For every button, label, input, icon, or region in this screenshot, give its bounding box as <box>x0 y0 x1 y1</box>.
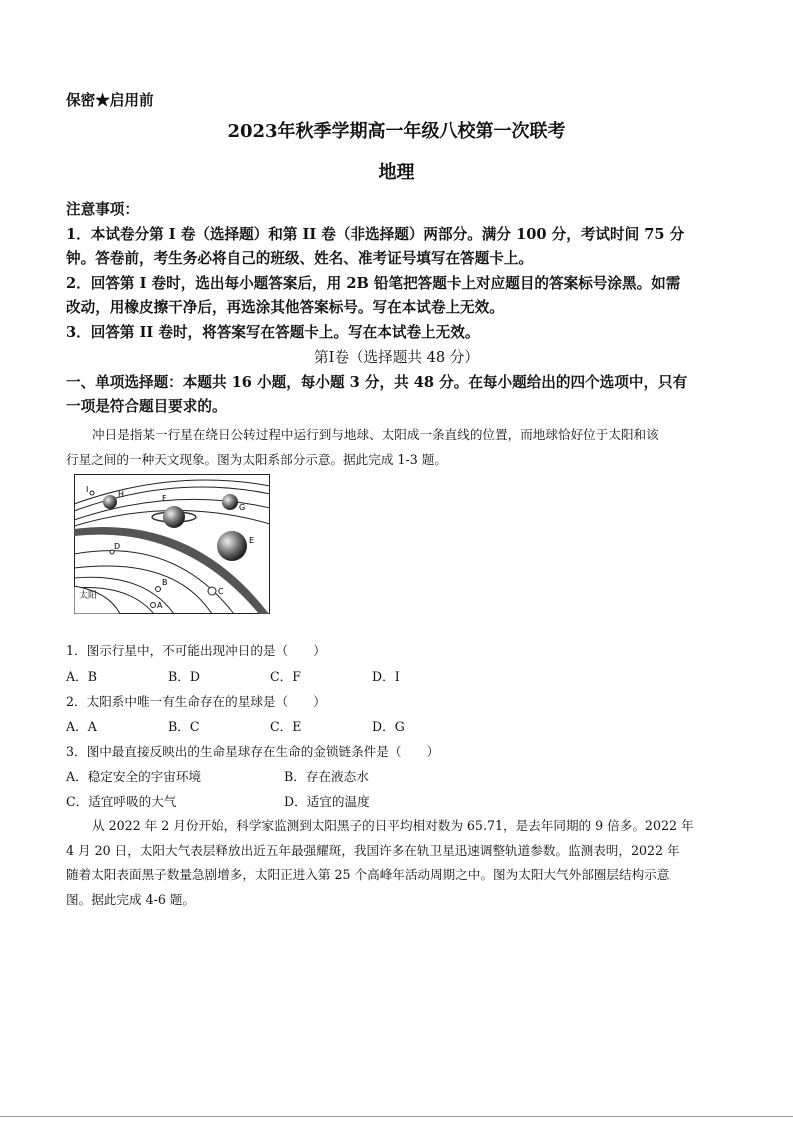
passage2-line4: 图。据此完成 4-6 题。 <box>66 892 196 907</box>
question-2-option-c: C．E <box>270 719 302 734</box>
notice-item-2-line2: 改动，用橡皮擦干净后，再选涂其他答案标号。写在本试卷上无效。 <box>66 299 504 316</box>
section1-instruction-line1: 一、单项选择题：本题共 16 小题，每小题 3 分，共 48 分。在每小题给出的四个选项中，只有 <box>66 374 688 391</box>
question-1-option-d: D．I <box>372 669 400 684</box>
notice-item-2-line1: 2．回答第 I 卷时，选出每小题答案后，用 2B 铅笔把答题卡上对应题目的答案标号涂黑。如需 <box>66 275 681 292</box>
question-3-stem: 3．图中最直接反映出的生命星球存在生命的金锁链条件是（ ） <box>66 744 440 759</box>
question-3-option-d: D．适宜的温度 <box>284 794 370 809</box>
question-3-option-b: B．存在液态水 <box>284 769 369 784</box>
question-2-stem: 2．太阳系中唯一有生命存在的星球是（ ） <box>66 694 326 709</box>
planet-label-b: B <box>162 578 168 587</box>
planet-i <box>90 491 94 495</box>
passage2-line1: 从 2022 年 2 月份开始，科学家监测到太阳黑子的日平均相对数为 65.71，是去年同期的 9 倍多。2022 年 <box>92 818 694 833</box>
question-1-option-b: B．D <box>168 669 200 684</box>
notice-item-1-line2: 钟。答卷前，考生务必将自己的班级、姓名、准考证号填写在答题卡上。 <box>66 250 534 267</box>
planet-label-i: I <box>86 485 89 494</box>
subject-title: 地理 <box>378 162 415 183</box>
notice-item-3: 3．回答第 II 卷时，将答案写在答题卡上。写在本试卷上无效。 <box>66 324 480 341</box>
planet-label-d: D <box>114 542 121 551</box>
question-1-option-a: A．B <box>66 669 97 684</box>
question-2-option-a: A．A <box>66 719 97 734</box>
passage2-line2: 4 月 20 日，太阳大气表层释放出近五年最强耀斑，我国许多在轨卫星迅速调整轨道参数。监测表明，2022 年 <box>66 843 680 858</box>
planet-label-e: E <box>249 536 255 545</box>
planet-g <box>222 494 238 510</box>
planet-label-g: G <box>239 503 246 512</box>
notice-item-1-line1: 1．本试卷分第 I 卷（选择题）和第 II 卷（非选择题）两部分。满分 100 分，考试时间 75 分 <box>66 226 685 243</box>
planet-c <box>208 587 216 595</box>
question-2-option-d: D．G <box>372 719 405 734</box>
question-1-option-c: C．F <box>270 669 301 684</box>
planet-a <box>151 603 156 608</box>
planet-e <box>217 531 247 561</box>
question-1-stem: 1．图示行星中，不可能出现冲日的是（ ） <box>66 643 326 658</box>
question-3-option-a: A．稳定安全的宇宙环境 <box>66 769 202 784</box>
planet-label-a: A <box>157 601 163 610</box>
sun-label: 太阳 <box>79 591 98 601</box>
planet-label-f: F <box>162 494 167 503</box>
exam-title: 2023年秋季学期高一年级八校第一次联考 <box>227 121 566 142</box>
planet-b <box>156 587 161 592</box>
notice-heading: 注意事项： <box>66 201 139 218</box>
section1-instruction-line2: 一项是符合题目要求的。 <box>66 398 227 415</box>
section1-title: 第Ⅰ卷（选择题共 48 分） <box>314 349 479 366</box>
planet-h <box>103 495 117 509</box>
planet-label-c: C <box>218 587 224 596</box>
secret-mark: 保密★启用前 <box>66 92 154 109</box>
planet-label-h: H <box>118 490 125 499</box>
solar-system-figure <box>74 474 270 614</box>
passage2-line3: 随着太阳表面黑子数量急剧增多，太阳正进入第 25 个高峰年活动周期之中。图为太阳大气外部圈层结构示意 <box>66 867 670 882</box>
passage1-line2: 行星之间的一种天文现象。图为太阳系部分示意。据此完成 1-3 题。 <box>66 452 447 467</box>
passage1-line1: 冲日是指某一行星在绕日公转过程中运行到与地球、太阳成一条直线的位置，而地球恰好位于太阳和该 <box>92 427 659 442</box>
planet-f <box>163 506 185 528</box>
question-2-option-b: B．C <box>168 719 200 734</box>
page-bottom-rule <box>0 1116 793 1117</box>
question-3-option-c: C．适宜呼吸的大气 <box>66 794 177 809</box>
